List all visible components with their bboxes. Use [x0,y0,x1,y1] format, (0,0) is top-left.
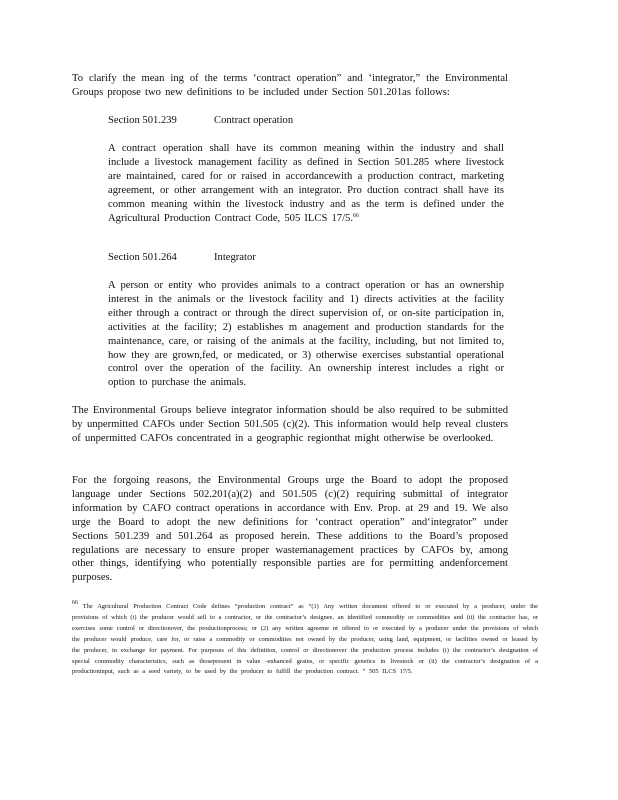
definition-heading-integrator [108,251,256,265]
footnote-reference[interactable]: 66 [352,212,359,219]
footnote-number: 66 [72,600,78,606]
definition-integrator: A person or entity who provides animals to a contract operation or has an ownership interest in the animals or the livestock facility and 1) directs activities at the facility either through a contract or through the direct supervision of, or on-site participation in, activities at the facility; 2) establishes m anagement and production standards for the maintenance, care, or raising of the animals at the facility, including, but not limited to, how they are grown,fed, or medicated, or 3) otherwise exercises substantial operational control over the operation of the facility. An ownership interest includes a right or option to purchase the animals. [108,280,504,389]
section-number: Section 501.239 [108,115,177,126]
definition-contract-operation [108,142,504,225]
body-paragraph-conclusion: For the forgoing reasons, the Environmental Groups urge the Board to adopt the proposed language under Sections 502.201(a)(2) and 501.505 (c)(2) requiring submittal of integrator information by CAFO contract operations in accordance with Env. Prop. at 29 and 19. We also urge the Board to adopt the new definitions for ‘contract operation” and‘integrator” under Sections 501.239 and 501.264 as proposed herein. These additions to the Board’s proposed regulations are necessary to ensure proper wastemanagement practices by CAFOs by, among other things, identifying who potentially responsible parties are for permitting andenforcement purposes. [72,475,508,584]
definition-text: A contract operation shall have its common meaning within the industry and shall include a livestock management facility as defined in Section 501.285 where livestock are maintained, cared for or raised in accordancewith a production contract, marketing agreement, or other arrangement with an integrator. Pro duction contract shall have its common meaning within the livestock industry and as the term is defined under the Agricultural Production Contract Code, 505 ILCS 17/5. [108,143,504,224]
definition-heading-contract-operation [108,114,293,128]
body-paragraph-integrator-information: The Environmental Groups believe integrator information should be also required to be submitted by unpermitted CAFOs under Section 501.505 (c)(2). This information would help reveal clusters of unpermitted CAFOs concentrated in a geographic regionthat might otherwise be overlooked. [72,405,508,444]
intro-paragraph: To clarify the mean ing of the terms ‘contract operation” and ‘integrator,” the Environmental Groups propose two new definitions to be included under Section 501.201as follows: [72,73,508,98]
footnote [72,602,538,678]
section-number: Section 501.264 [108,252,177,263]
defined-term: Integrator [214,252,256,263]
footnote-text: The Agricultural Production Contract Code defines “production contract” as “(1) Any written document offered to or executed by a producer, under the provisions of which (i) the producer would sell to a contractor, or the contractor’s designee, an identified commodity or commodities and (ii) the contractor has, or exercises some control or directionover, the productionprocess; or (2) any written agreeme nt offered to or executed by a producer under the provisions of which the producer would produce, care for, or raise a commodity or commodities not owned by the producer, using land, equipment, or facilities owned or leased by the producer, in exchange for payment. For purposes of this definition, control or directionover the production process includes (i) the contractor’s designation of special commodity characteristics, such as thosepresent in value -enhanced grains, or specific genetics in livestock or (ii) the contractor’s designation of a productioninput, such as a seed variety, to be used by the producer to fulfill the production contract. ” 505 ILCS 17/5. [72,603,539,676]
defined-term: Contract operation [214,115,294,126]
